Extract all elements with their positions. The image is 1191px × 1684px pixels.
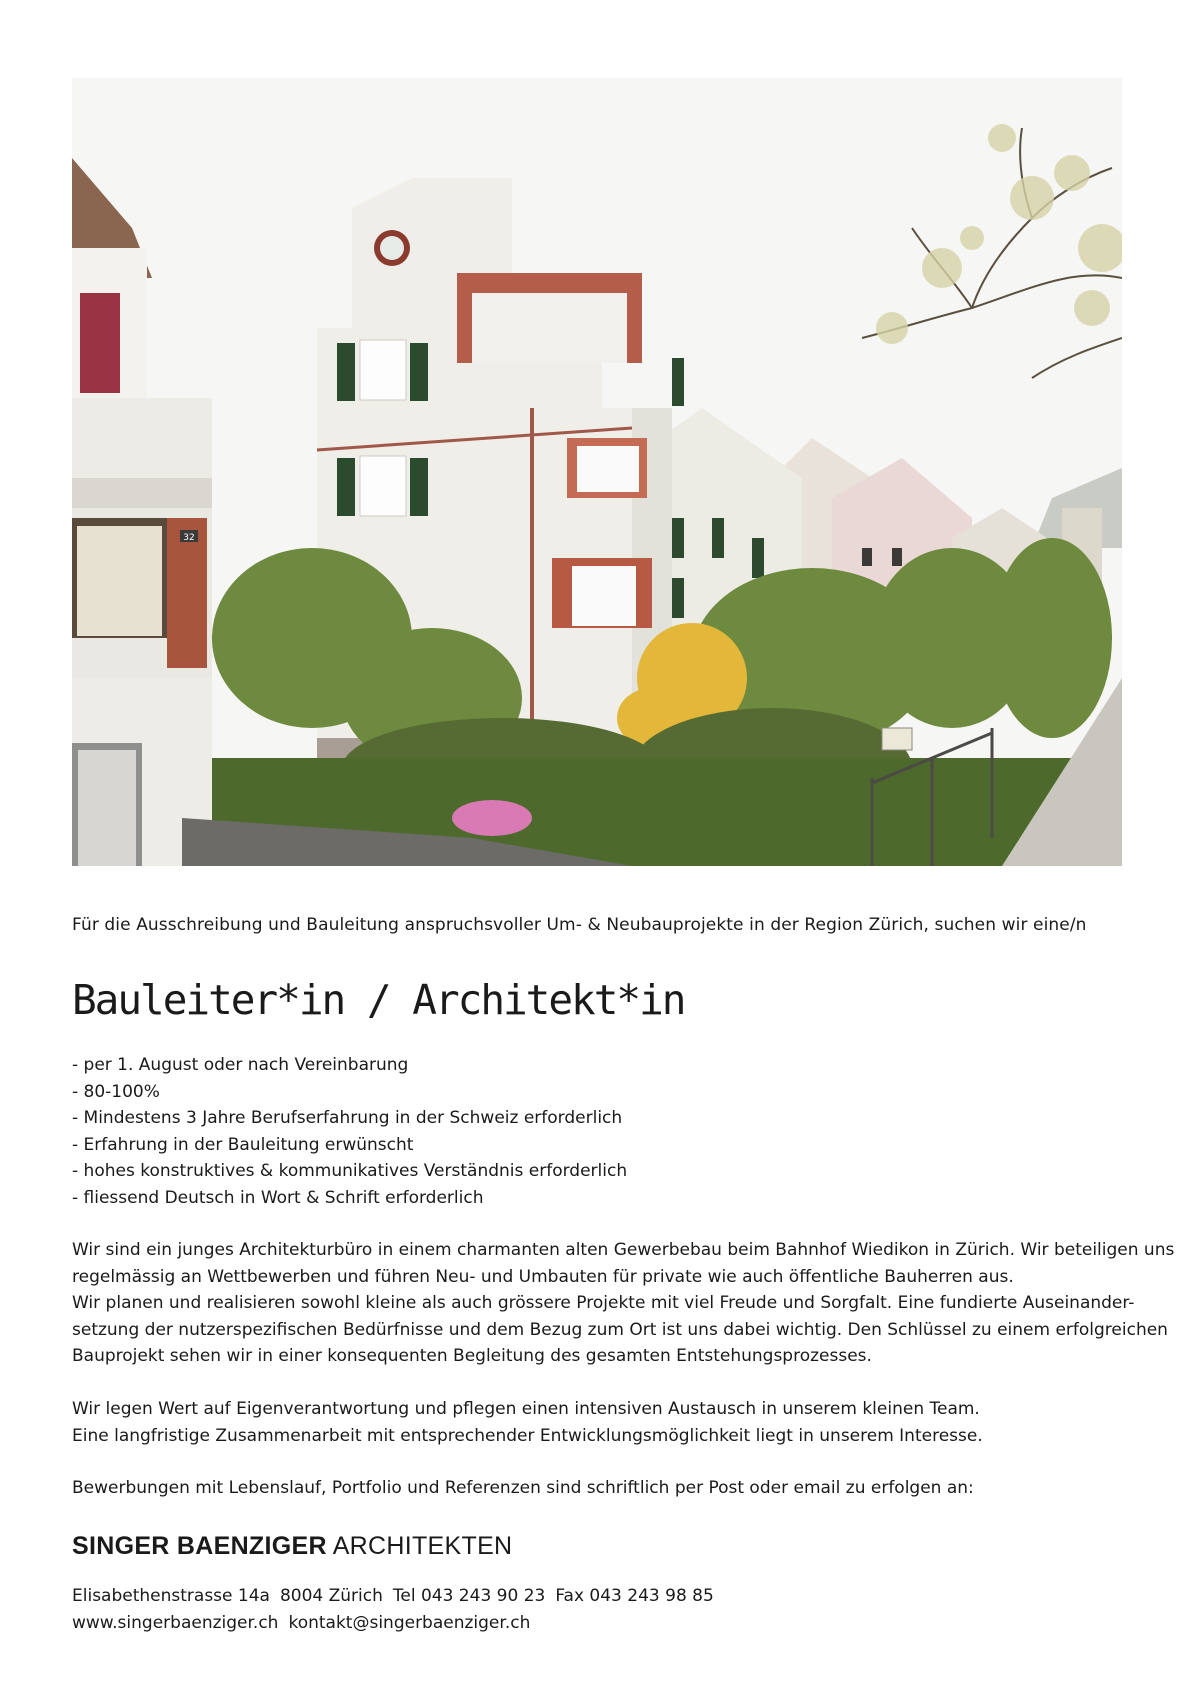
- company-name: [72, 1532, 512, 1561]
- paragraph-line: Wir planen und realisieren sowohl kleine als auch grössere Projekte mit viel Freude und Sorgfalt. Eine fundierte Auseinander-: [72, 1293, 1135, 1313]
- email-link[interactable]: kontakt@singerbaenziger.ch: [288, 1613, 531, 1633]
- application-instructions: [72, 1475, 1132, 1502]
- paragraph-line: Bewerbungen mit Lebenslauf, Portfolio und Referenzen sind schriftlich per Post oder email zu erfolgen an:: [72, 1478, 974, 1498]
- paragraph-line: regelmässig an Wettbewerben und führen Neu- und Umbauten für private wie auch öffentliche Bauherren aus.: [72, 1266, 1014, 1287]
- job-title: Bauleiter*in / Architekt*in: [72, 976, 685, 1024]
- company-description: [72, 1237, 1175, 1370]
- contact-block: [72, 1583, 714, 1637]
- fax: Fax 043 243 98 85: [555, 1586, 714, 1606]
- building-photo: [72, 78, 1122, 866]
- telephone: Tel 043 243 90 23: [392, 1586, 546, 1606]
- paragraph-line: Wir sind ein junges Architekturbüro in einem charmanten alten Gewerbebau beim Bahnhof Wiedikon in Zürich. Wir beteiligen uns: [72, 1240, 1175, 1260]
- requirement-item: - hohes konstruktives & kommunikatives Verständnis erforderlich: [72, 1161, 628, 1181]
- contact-line-web: [72, 1610, 714, 1637]
- requirement-item: - Erfahrung in der Bauleitung erwünscht: [72, 1134, 414, 1155]
- contact-line-address: [72, 1583, 714, 1610]
- paragraph-line: setzung der nutzerspezifischen Bedürfnisse und dem Bezug zum Ort ist uns dabei wichtig. Den Schlüssel zu einem erfolgreichen: [72, 1319, 1168, 1340]
- city: 8004 Zürich: [279, 1586, 383, 1606]
- paragraph-line: Wir legen Wert auf Eigenverantwortung und pflegen einen intensiven Austausch in unserem kleinen Team.: [72, 1399, 980, 1419]
- address: Elisabethenstrasse 14a: [72, 1586, 270, 1606]
- paragraph-line: Eine langfristige Zusammenarbeit mit entsprechender Entwicklungsmöglichkeit liegt in unserem Interesse.: [72, 1425, 983, 1446]
- requirements-list: [72, 1052, 627, 1211]
- company-name-bold: SINGER BAENZIGER: [72, 1532, 327, 1560]
- paragraph-line: Bauprojekt sehen wir in einer konsequenten Begleitung des gesamten Entstehungsprozesses.: [72, 1346, 872, 1366]
- team-description: [72, 1396, 1132, 1449]
- requirement-item: - 80-100%: [72, 1081, 160, 1102]
- requirement-item: - fliessend Deutsch in Wort & Schrift erforderlich: [72, 1187, 484, 1208]
- house-number: 32: [183, 533, 195, 543]
- requirement-item: - per 1. August oder nach Vereinbarung: [72, 1055, 409, 1075]
- intro-text: Für die Ausschreibung und Bauleitung anspruchsvoller Um- & Neubauprojekte in der Region Zürich, suchen wir eine/n: [72, 915, 1087, 935]
- company-name-regular: ARCHITEKTEN: [332, 1532, 513, 1560]
- requirement-item: - Mindestens 3 Jahre Berufserfahrung in der Schweiz erforderlich: [72, 1108, 623, 1128]
- website-link[interactable]: www.singerbaenziger.ch: [72, 1613, 279, 1633]
